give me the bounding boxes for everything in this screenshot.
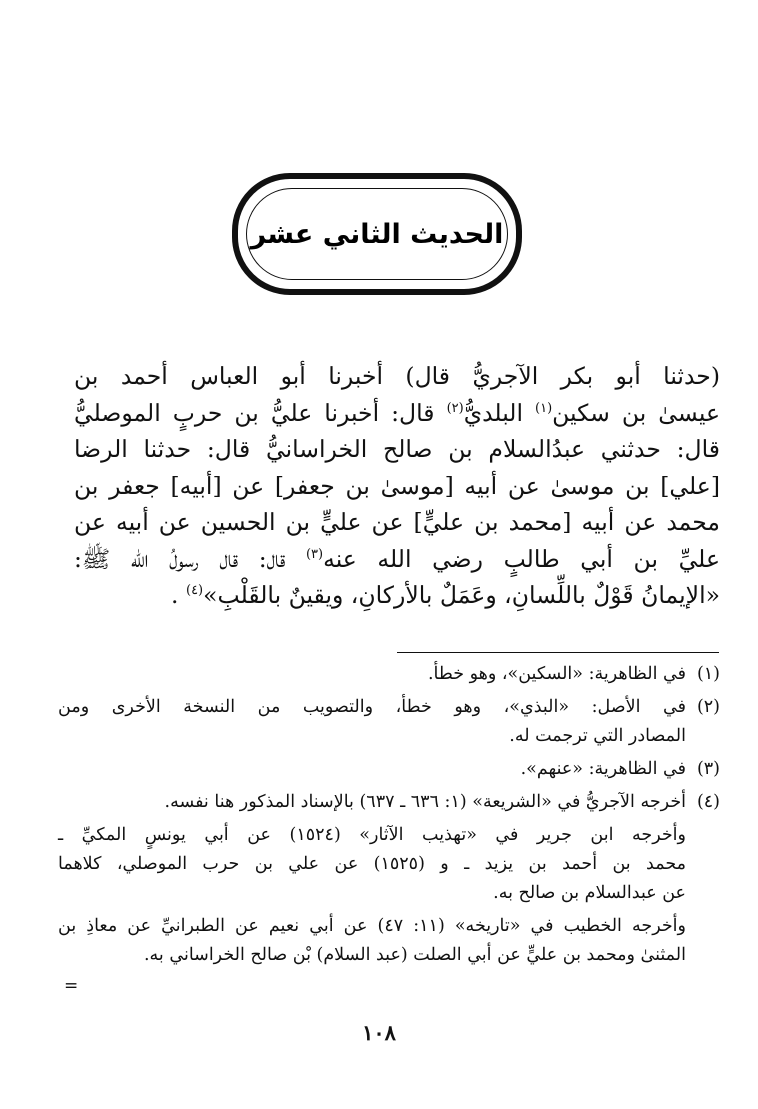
hadith-line: قال: حدثني عبدُالسلام بن صالح الخراسانيُّ قال: حدثنا الرضا xyxy=(74,435,720,463)
footnote-ref[interactable]: (٢) xyxy=(446,400,464,416)
chapter-title: الحديث الثاني عشر xyxy=(250,218,504,250)
footnote-text: أخرجه الآجريُّ في «الشريعة» (١: ٦٣٦ ـ ٦٣٧) بالإسناد المذكور هنا نفسه. xyxy=(164,792,686,812)
footnote-ref[interactable]: (٣) xyxy=(305,546,324,562)
footnote xyxy=(58,755,720,784)
footnote xyxy=(58,693,720,751)
footnote-text: في الظاهرية: «عنهم». xyxy=(520,759,686,779)
hadith-line: (حدثنا أبو بكر الآجريُّ قال) أخبرنا أبو العباس أحمد بن xyxy=(74,362,720,390)
footnote xyxy=(58,660,720,689)
footnote-text: عن عبدالسلام بن صالح به. xyxy=(493,883,686,903)
hadith-line: محمد عن أبيه [محمد بن عليٍّ] عن عليٍّ بن الحسين عن أبيه عن xyxy=(74,508,720,536)
continuation-mark: = xyxy=(64,976,79,996)
title-inner-frame xyxy=(246,188,508,280)
footnote-text: في الظاهرية: «السكين»، وهو خطأ. xyxy=(427,664,686,684)
footnote xyxy=(58,788,720,817)
footnote-number: (١) xyxy=(696,664,720,684)
footnote-text: في الأصل: «البذي»، وهو خطأ، والتصويب من النسخة الأخرى ومن xyxy=(58,697,686,717)
footnote-text: وأخرجه الخطيب في «تاريخه» (١١: ٤٧) عن أبي نعيم عن الطبرانيِّ عن معاذِ بن xyxy=(58,916,686,936)
footnote-text: المثنىٰ ومحمد بن عليٍّ عن أبي الصلت (عبد السلام) بْن صالح الخراساني به. xyxy=(143,945,686,965)
footnotes xyxy=(58,660,720,970)
footnote-ref[interactable]: (٤) xyxy=(185,583,204,599)
footnote-number: (٣) xyxy=(696,759,720,779)
hadith-line: [علي] بن موسىٰ عن أبيه [موسىٰ بن جعفر] عن [أبيه] جعفر بن xyxy=(74,471,720,500)
footnote-paragraph xyxy=(58,821,720,908)
footnote-number: (٢) xyxy=(696,697,720,717)
footnote-paragraph xyxy=(58,912,720,970)
title-frame xyxy=(232,173,522,295)
footnote-separator xyxy=(397,652,719,653)
hadith-line: عيسىٰ بن سكين$^{(١)}$ البلديُّ$^{(٢)}$ قال: أخبرنا عليُّ بن حربٍ الموصليُّ xyxy=(74,398,720,427)
footnote-text: المصادر التي ترجمت له. xyxy=(509,726,686,746)
footnote-text: محمد بن أحمد بن يزيد ـ و (١٥٢٥) عن علي بن حرب الموصلي، كلاهما xyxy=(58,854,686,874)
footnote-text: وأخرجه ابن جرير في «تهذيب الآثار» (١٥٢٤) عن أبي يونسٍ المكيِّ ـ xyxy=(58,825,686,845)
hadith-line: عليِّ بن أبي طالبٍ رضي الله عنه$^{(٣)}$ قال: قال رسولُ الله ﷺ: xyxy=(74,544,720,573)
page-number: ١٠٨ xyxy=(362,1020,396,1045)
footnote-number: (٤) xyxy=(696,792,720,812)
footnote-ref[interactable]: (١) xyxy=(535,400,553,416)
hadith-text xyxy=(74,358,720,614)
hadith-line: «الإيمانُ قَوْلٌ باللِّسانِ، وعَمَلٌ بالأركانِ، ويقينٌ بالقَلْبِ»$^{(٤)}$ . xyxy=(171,581,720,609)
